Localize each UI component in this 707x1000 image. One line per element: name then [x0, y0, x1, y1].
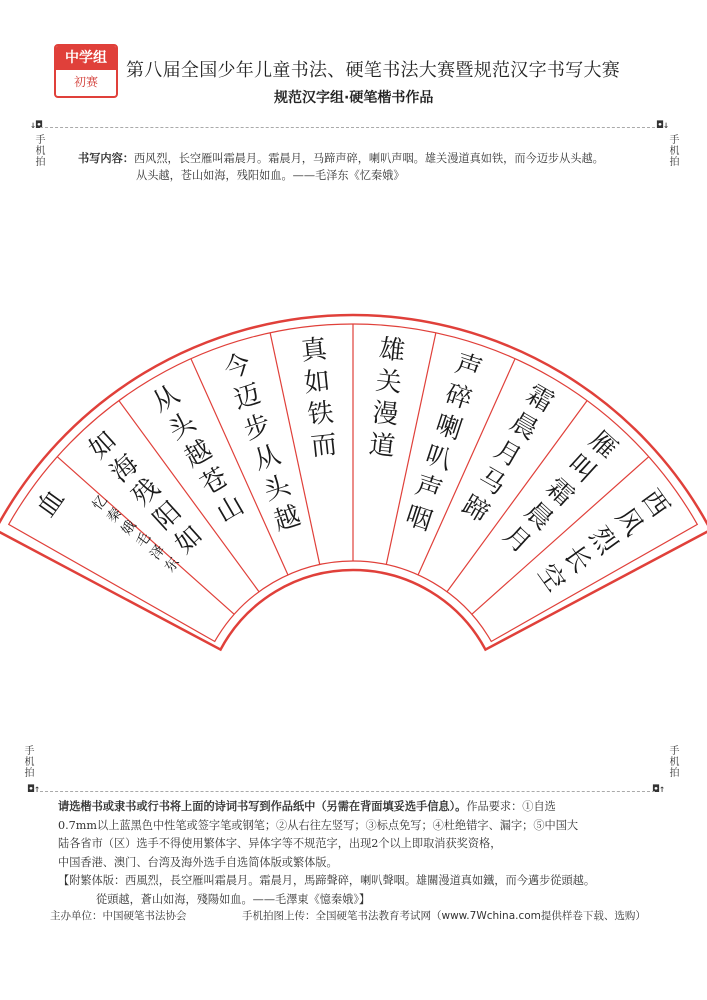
upload-info: 手机拍图上传：全国硬笔书法教育考试网（www.7Wchina.com提供样卷下载、选购） [242, 910, 646, 922]
fan-character: 叫 [561, 448, 602, 489]
camera-marker-bottom-left: ◘↑ [28, 784, 41, 795]
requirements-line2: 0.7mm以上蓝黑色中性笔或签字笔或钢笔；②从右往左竖写；③标点免写；④杜绝错字、漏字；⑤中国大 [58, 818, 579, 832]
fan-character: 咽 [401, 500, 436, 538]
badge-round-label: 初赛 [73, 75, 98, 89]
camera-marker-top-left: ↓◘ [30, 120, 43, 131]
phone-shoot-label-bottom-left: 手机拍 [22, 745, 33, 778]
fan-character: 如 [302, 366, 332, 399]
page-subtitle: 规范汉字组·硬笔楷书作品 [274, 90, 434, 106]
fan-character: 头 [260, 470, 295, 507]
organizer: 主办单位：中国硬笔书法协会 [50, 910, 187, 922]
fan-character: 迈 [230, 379, 265, 416]
fan-character: 从 [147, 379, 185, 419]
fan-character: 苍 [195, 462, 234, 502]
fan-character: 如 [83, 425, 123, 465]
fan-character: 真 [299, 334, 329, 367]
requirements-line1-strong: 请选楷书或隶书或行书将上面的诗词书写到作品纸中（另需在背面填妥选手信息）。 [58, 800, 467, 813]
fan-signature-character: 毛 [132, 529, 155, 551]
fan-character: 晨 [504, 407, 543, 447]
fan-character: 叭 [421, 439, 456, 477]
requirements [58, 798, 658, 909]
fan-character: 马 [472, 462, 511, 502]
fan-character: 越 [179, 434, 218, 474]
camera-marker-top-right: ◘↓ [657, 120, 670, 131]
requirements-line6: 從頭越，蒼山如海，殘陽如血。——毛澤東《憶秦娥》】 [96, 892, 371, 906]
fan-character: 烈 [583, 521, 623, 561]
writing-content-line1: 西风烈，长空雁叫霜晨月。霜晨月，马蹄声碎，喇叭声咽。雄关漫道真如铁，而今迈步从头越。 [133, 152, 604, 165]
fan-signature-character: 娥 [118, 517, 140, 539]
fan-character: 月 [497, 519, 537, 560]
badge-group-label: 中学组 [56, 46, 116, 70]
fan-character: 喇 [431, 409, 466, 447]
fan-character: 霜 [540, 472, 580, 513]
fan-character: 霜 [521, 379, 559, 419]
fan-character: 晨 [518, 496, 559, 537]
fan-character: 长 [557, 540, 597, 579]
fan-character: 步 [240, 409, 275, 447]
fan-character: 风 [609, 502, 649, 542]
fan-character: 西 [635, 484, 675, 523]
fan-character: 声 [451, 348, 486, 386]
requirements-line3: 陆各省市（区）选手不得使用繁体字、异体字等不规范字，出现2个以上即取消获奖资格， [58, 837, 502, 850]
fan-character: 如 [169, 519, 209, 560]
fan-character: 残 [126, 472, 166, 513]
page-title: 第八届全国少年儿童书法、硬笔书法大赛暨规范汉字书写大赛 [126, 60, 621, 81]
fan-character: 血 [31, 484, 71, 523]
requirements-line4: 中国香港、澳门、台湾及海外选手自选简体版或繁体版。 [58, 855, 338, 869]
writing-content-line2: 从头越，苍山如海，残阳如血。——毛泽东《忆秦娥》 [136, 169, 405, 182]
fan-character: 蹄 [456, 490, 495, 530]
fan-character: 海 [104, 448, 145, 489]
fan-character: 铁 [306, 397, 336, 431]
fan-character: 雄 [377, 334, 407, 367]
fan-character: 雁 [583, 425, 623, 465]
fan-character: 关 [374, 366, 404, 399]
fan-signature-character: 秦 [104, 505, 126, 526]
fan-character: 碎 [441, 379, 476, 416]
phone-shoot-label-top-right: 手机拍 [667, 134, 678, 167]
fan-character: 而 [309, 429, 339, 463]
fan-signature-character: 忆 [89, 492, 111, 514]
fan-character: 头 [163, 407, 202, 447]
fan-character: 阳 [147, 496, 188, 537]
fan-character: 声 [411, 470, 446, 507]
fan-character: 从 [250, 439, 285, 477]
requirements-line1-rest: 作品要求：①自选 [466, 800, 556, 813]
fan-character: 漫 [370, 397, 400, 431]
phone-shoot-label-top-left: 手机拍 [33, 134, 44, 167]
fan-character: 今 [220, 348, 255, 386]
fan-signature-character: 东 [161, 554, 184, 576]
fan-signature-character: 泽 [147, 542, 169, 564]
fan-character: 月 [488, 434, 527, 474]
writing-content-label: 书写内容： [78, 152, 134, 165]
fan-character: 山 [211, 490, 250, 530]
fan-character: 越 [270, 500, 305, 538]
fan-character: 空 [531, 558, 571, 598]
requirements-line5: 【附繁体版：西風烈，長空雁叫霜晨月。霜晨月，馬蹄聲碎，喇叭聲咽。雄關漫道真如鐵，而今邁步從頭越。 [58, 874, 596, 887]
phone-shoot-label-bottom-right: 手机拍 [667, 745, 678, 778]
camera-marker-bottom-right: ◘↑ [653, 784, 666, 795]
fan-character: 道 [367, 429, 397, 463]
